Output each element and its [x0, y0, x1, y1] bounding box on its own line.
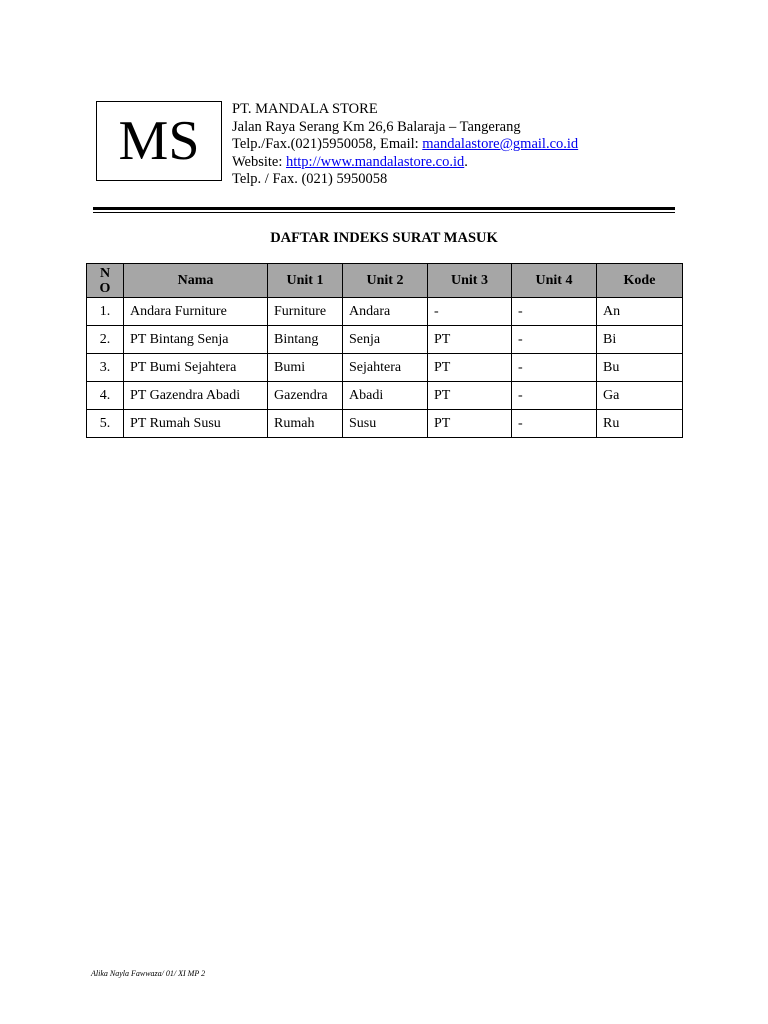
cell-nama: PT Gazendra Abadi	[124, 382, 268, 410]
header-nama: Nama	[124, 264, 268, 298]
cell-nama: PT Bumi Sejahtera	[124, 354, 268, 382]
cell-kode: Bi	[597, 326, 683, 354]
cell-unit-1: Bintang	[268, 326, 343, 354]
company-name: PT. MANDALA STORE	[232, 101, 378, 117]
letterhead-rule-thick	[93, 207, 675, 210]
document-title: DAFTAR INDEKS SURAT MASUK	[270, 230, 498, 246]
cell-unit-2: Susu	[343, 410, 428, 438]
website-label: Website:	[232, 153, 286, 170]
cell-nama: PT Rumah Susu	[124, 410, 268, 438]
table-row	[87, 326, 683, 354]
header-no: N O	[87, 264, 124, 298]
cell-no: 4.	[87, 382, 124, 410]
cell-unit-1: Furniture	[268, 298, 343, 326]
company-address: Jalan Raya Serang Km 26,6 Balaraja – Tangerang	[232, 118, 521, 135]
company-website	[232, 154, 578, 172]
cell-unit-3: PT	[428, 354, 512, 382]
company-logo	[96, 101, 222, 181]
cell-unit-4: -	[512, 298, 597, 326]
cell-no: 2.	[87, 326, 124, 354]
letterhead-rule-thin	[93, 212, 675, 213]
company-info	[232, 101, 578, 189]
cell-unit-1: Bumi	[268, 354, 343, 382]
cell-unit-3: PT	[428, 382, 512, 410]
table-row	[87, 382, 683, 410]
cell-unit-2: Abadi	[343, 382, 428, 410]
cell-unit-2: Andara	[343, 298, 428, 326]
cell-kode: Ga	[597, 382, 683, 410]
cell-unit-1: Rumah	[268, 410, 343, 438]
logo-text: MS	[118, 110, 200, 172]
cell-unit-3: PT	[428, 326, 512, 354]
cell-unit-2: Senja	[343, 326, 428, 354]
cell-nama: Andara Furniture	[124, 298, 268, 326]
table-row	[87, 298, 683, 326]
cell-kode: An	[597, 298, 683, 326]
email-link[interactable]: mandalastore@gmail.co.id	[422, 136, 579, 152]
cell-unit-3: -	[428, 298, 512, 326]
company-phone-fax: Telp. / Fax. (021) 5950058	[232, 171, 388, 187]
website-suffix: .	[464, 153, 468, 170]
table-row	[87, 410, 683, 438]
contact-label: Telp./Fax.(021)5950058, Email:	[232, 136, 423, 152]
author-footer: Alika Nayla Fawwaza/ 01/ XI MP 2	[91, 969, 206, 978]
cell-unit-2: Sejahtera	[343, 354, 428, 382]
cell-no: 1.	[87, 298, 124, 326]
website-link[interactable]: http://www.mandalastore.co.id	[286, 153, 465, 170]
cell-nama: PT Bintang Senja	[124, 326, 268, 354]
cell-unit-4: -	[512, 382, 597, 410]
cell-kode: Bu	[597, 354, 683, 382]
table-row	[87, 354, 683, 382]
header-unit-1: Unit 1	[268, 264, 343, 298]
cell-unit-1: Gazendra	[268, 382, 343, 410]
cell-no: 5.	[87, 410, 124, 438]
cell-unit-4: -	[512, 410, 597, 438]
cell-unit-3: PT	[428, 410, 512, 438]
header-unit-3: Unit 3	[428, 264, 512, 298]
cell-no: 3.	[87, 354, 124, 382]
header-unit-4: Unit 4	[512, 264, 597, 298]
header-unit-2: Unit 2	[343, 264, 428, 298]
cell-kode: Ru	[597, 410, 683, 438]
cell-unit-4: -	[512, 354, 597, 382]
header-kode: Kode	[597, 264, 683, 298]
company-contact	[232, 136, 578, 154]
table-header-row	[87, 264, 683, 298]
cell-unit-4: -	[512, 326, 597, 354]
index-table	[86, 263, 683, 438]
